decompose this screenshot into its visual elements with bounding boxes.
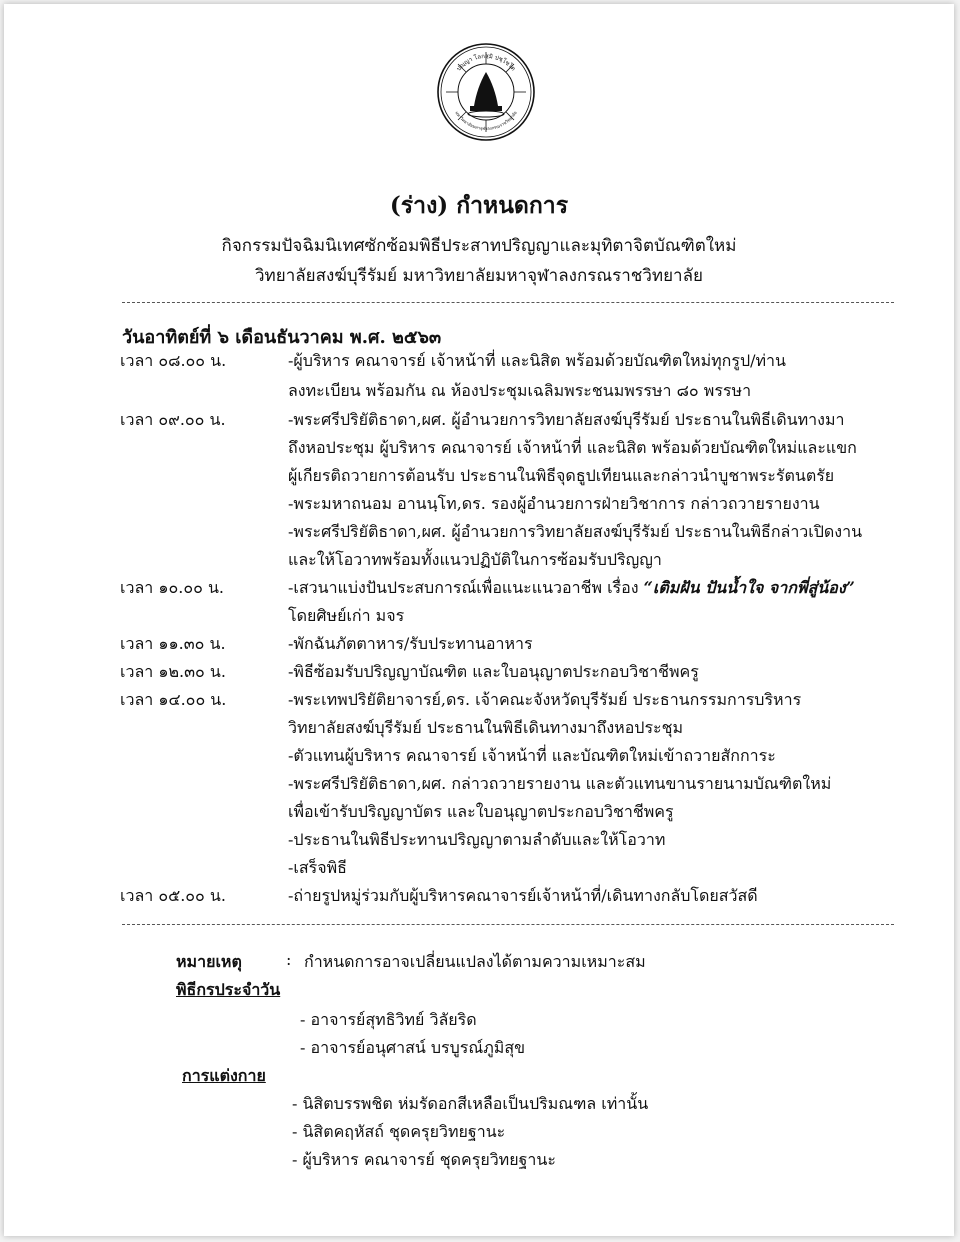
schedule-time: เวลา ๑๑.๓๐ น.	[120, 634, 226, 653]
schedule-time: เวลา ๐๕.๐๐ น.	[120, 886, 226, 905]
schedule-text: -พระมหาถนอม อานนฺโท,ดร. รองผู้อำนวยการฝ่ายวิชาการ กล่าวถวายรายงาน	[288, 494, 820, 513]
mc-item: - อาจารย์อนุศาสน์ บรบูรณ์ภูมิสุข	[300, 1038, 526, 1057]
document-page	[4, 4, 954, 1236]
seminar-topic: “เติมฝัน ปันน้ำใจ จากพี่สู่น้อง”	[643, 578, 855, 597]
dashed-divider-bottom	[122, 924, 894, 925]
schedule-text: -พระศรีปริยัติธาดา,ผศ. ผู้อำนวยการวิทยาลัยสงฆ์บุรีรัมย์ ประธานในพิธีกล่าวเปิดงาน	[288, 522, 863, 541]
remark-label: หมายเหตุ	[176, 952, 242, 971]
schedule-time: เวลา ๑๐.๐๐ น.	[120, 578, 224, 597]
schedule-text: -ประธานในพิธีประทานปริญญาตามลำดับและให้โอวาท	[288, 830, 666, 849]
schedule-row	[4, 408, 954, 436]
schedule-row	[4, 520, 954, 548]
schedule-row	[4, 688, 954, 716]
document-title: (ร่าง) กำหนดการ	[389, 192, 569, 219]
schedule-time: เวลา ๑๒.๓๐ น.	[120, 662, 226, 681]
schedule-text: โดยศิษย์เก่า มจร	[288, 606, 405, 625]
schedule-row	[4, 856, 954, 884]
schedule-row	[4, 349, 954, 377]
dress-code-item: - ผู้บริหาร คณาจารย์ ชุดครุยวิทยฐานะ	[292, 1150, 556, 1169]
schedule-time: เวลา ๐๙.๐๐ น.	[120, 410, 226, 429]
schedule-row	[4, 604, 954, 632]
schedule-row	[4, 492, 954, 520]
schedule-text: เพื่อเข้ารับปริญญาบัตร และใบอนุญาตประกอบวิชาชีพครู	[288, 802, 674, 821]
schedule-row	[4, 379, 954, 407]
schedule-text	[288, 576, 855, 601]
remark-colon: :	[286, 950, 292, 969]
schedule-row	[4, 772, 954, 800]
schedule-time: เวลา ๑๔.๐๐ น.	[120, 690, 227, 709]
date-heading: วันอาทิตย์ที่ ๖ เดือนธันวาคม พ.ศ. ๒๕๖๓	[122, 327, 442, 348]
schedule-time: เวลา ๐๘.๐๐ น.	[120, 351, 227, 370]
schedule-text: -ตัวแทนผู้บริหาร คณาจารย์ เจ้าหน้าที่ และบัณฑิตใหม่เข้าถวายสักการะ	[288, 746, 776, 765]
svg-text:ปญฺญา โลกสฺมิ ปชฺโชโต: ปญฺญา โลกสฺมิ ปชฺโชโต	[455, 52, 517, 73]
schedule-text: -ถ่ายรูปหมู่ร่วมกับผู้บริหารคณาจารย์เจ้าหน้าที่/เดินทางกลับโดยสวัสดี	[288, 886, 758, 905]
dashed-divider-top	[122, 302, 894, 303]
schedule-text: -พิธีซ้อมรับปริญญาบัณฑิต และใบอนุญาตประกอบวิชาชีพครู	[288, 662, 699, 681]
schedule-text: วิทยาลัยสงฆ์บุรีรัมย์ ประธานในพิธีเดินทางมาถึงหอประชุม	[288, 718, 684, 737]
schedule-text: -พระเทพปริยัติยาจารย์,ดร. เจ้าคณะจังหวัดบุรีรัมย์ ประธานกรรมการบริหาร	[288, 690, 802, 709]
schedule-row	[4, 716, 954, 744]
remark-text: กำหนดการอาจเปลี่ยนแปลงได้ตามความเหมาะสม	[304, 952, 646, 971]
schedule-text: ถึงหอประชุม ผู้บริหาร คณาจารย์ เจ้าหน้าที่ และนิสิต พร้อมด้วยบัณฑิตใหม่และแขก	[288, 438, 857, 457]
schedule-row	[4, 464, 954, 492]
schedule-row	[4, 744, 954, 772]
schedule-row	[4, 632, 954, 660]
schedule-row	[4, 660, 954, 688]
schedule-row	[4, 884, 954, 912]
schedule-text: -ผู้บริหาร คณาจารย์ เจ้าหน้าที่ และนิสิต พร้อมด้วยบัณฑิตใหม่ทุกรูป/ท่าน	[288, 351, 786, 370]
dress-code-item: - นิสิตบรรพชิต ห่มรัดอกสีเหลือเป็นปริมณฑล เท่านั้น	[292, 1094, 649, 1113]
schedule-text: -พระศรีปริยัติธาดา,ผศ. กล่าวถวายรายงาน และตัวแทนขานรายนามบัณฑิตใหม่	[288, 774, 832, 793]
schedule-row	[4, 576, 954, 604]
schedule-row	[4, 436, 954, 464]
schedule-row	[4, 800, 954, 828]
svg-text:มหาวิทยาลัยมหาจุฬาลงกรณราชวิทย: มหาวิทยาลัยมหาจุฬาลงกรณราชวิทยาลัย	[454, 110, 518, 132]
university-seal-logo	[436, 42, 536, 142]
schedule-text: ลงทะเบียน พร้อมกัน ณ ห้องประชุมเฉลิมพระชนมพรรษา ๘๐ พรรษา	[288, 381, 752, 400]
dress-code-item: - นิสิตคฤหัสถ์ ชุดครุยวิทยฐานะ	[292, 1122, 506, 1141]
schedule-text: และให้โอวาทพร้อมทั้งแนวปฏิบัติในการซ้อมรับปริญญา	[288, 550, 662, 569]
schedule-text: -เสร็จพิธี	[288, 858, 347, 877]
schedule-text: ผู้เกียรติถวายการต้อนรับ ประธานในพิธีจุดธูปเทียนและกล่าวนำบูชาพระรัตนตรัย	[288, 466, 835, 485]
schedule-row	[4, 548, 954, 576]
mc-heading: พิธีกรประจำวัน	[176, 980, 281, 999]
mc-item: - อาจารย์สุทธิวิทย์ วิลัยริด	[300, 1010, 477, 1029]
schedule-row	[4, 828, 954, 856]
event-subtitle: กิจกรรมปัจฉิมนิเทศซักซ้อมพิธีประสาทปริญญาและมุทิตาจิตบัณฑิตใหม่	[221, 236, 737, 256]
schedule-text: -พระศรีปริยัติธาดา,ผศ. ผู้อำนวยการวิทยาลัยสงฆ์บุรีรัมย์ ประธานในพิธีเดินทางมา	[288, 410, 845, 429]
institution-subtitle: วิทยาลัยสงฆ์บุรีรัมย์ มหาวิทยาลัยมหาจุฬาลงกรณราชวิทยาลัย	[254, 266, 703, 286]
schedule-text: -พักฉันภัตตาหาร/รับประทานอาหาร	[288, 634, 533, 653]
dress-code-heading: การแต่งกาย	[182, 1066, 266, 1085]
seminar-intro: -เสวนาแบ่งปันประสบการณ์เพื่อแนะแนวอาชีพ เรื่อง	[288, 578, 644, 597]
